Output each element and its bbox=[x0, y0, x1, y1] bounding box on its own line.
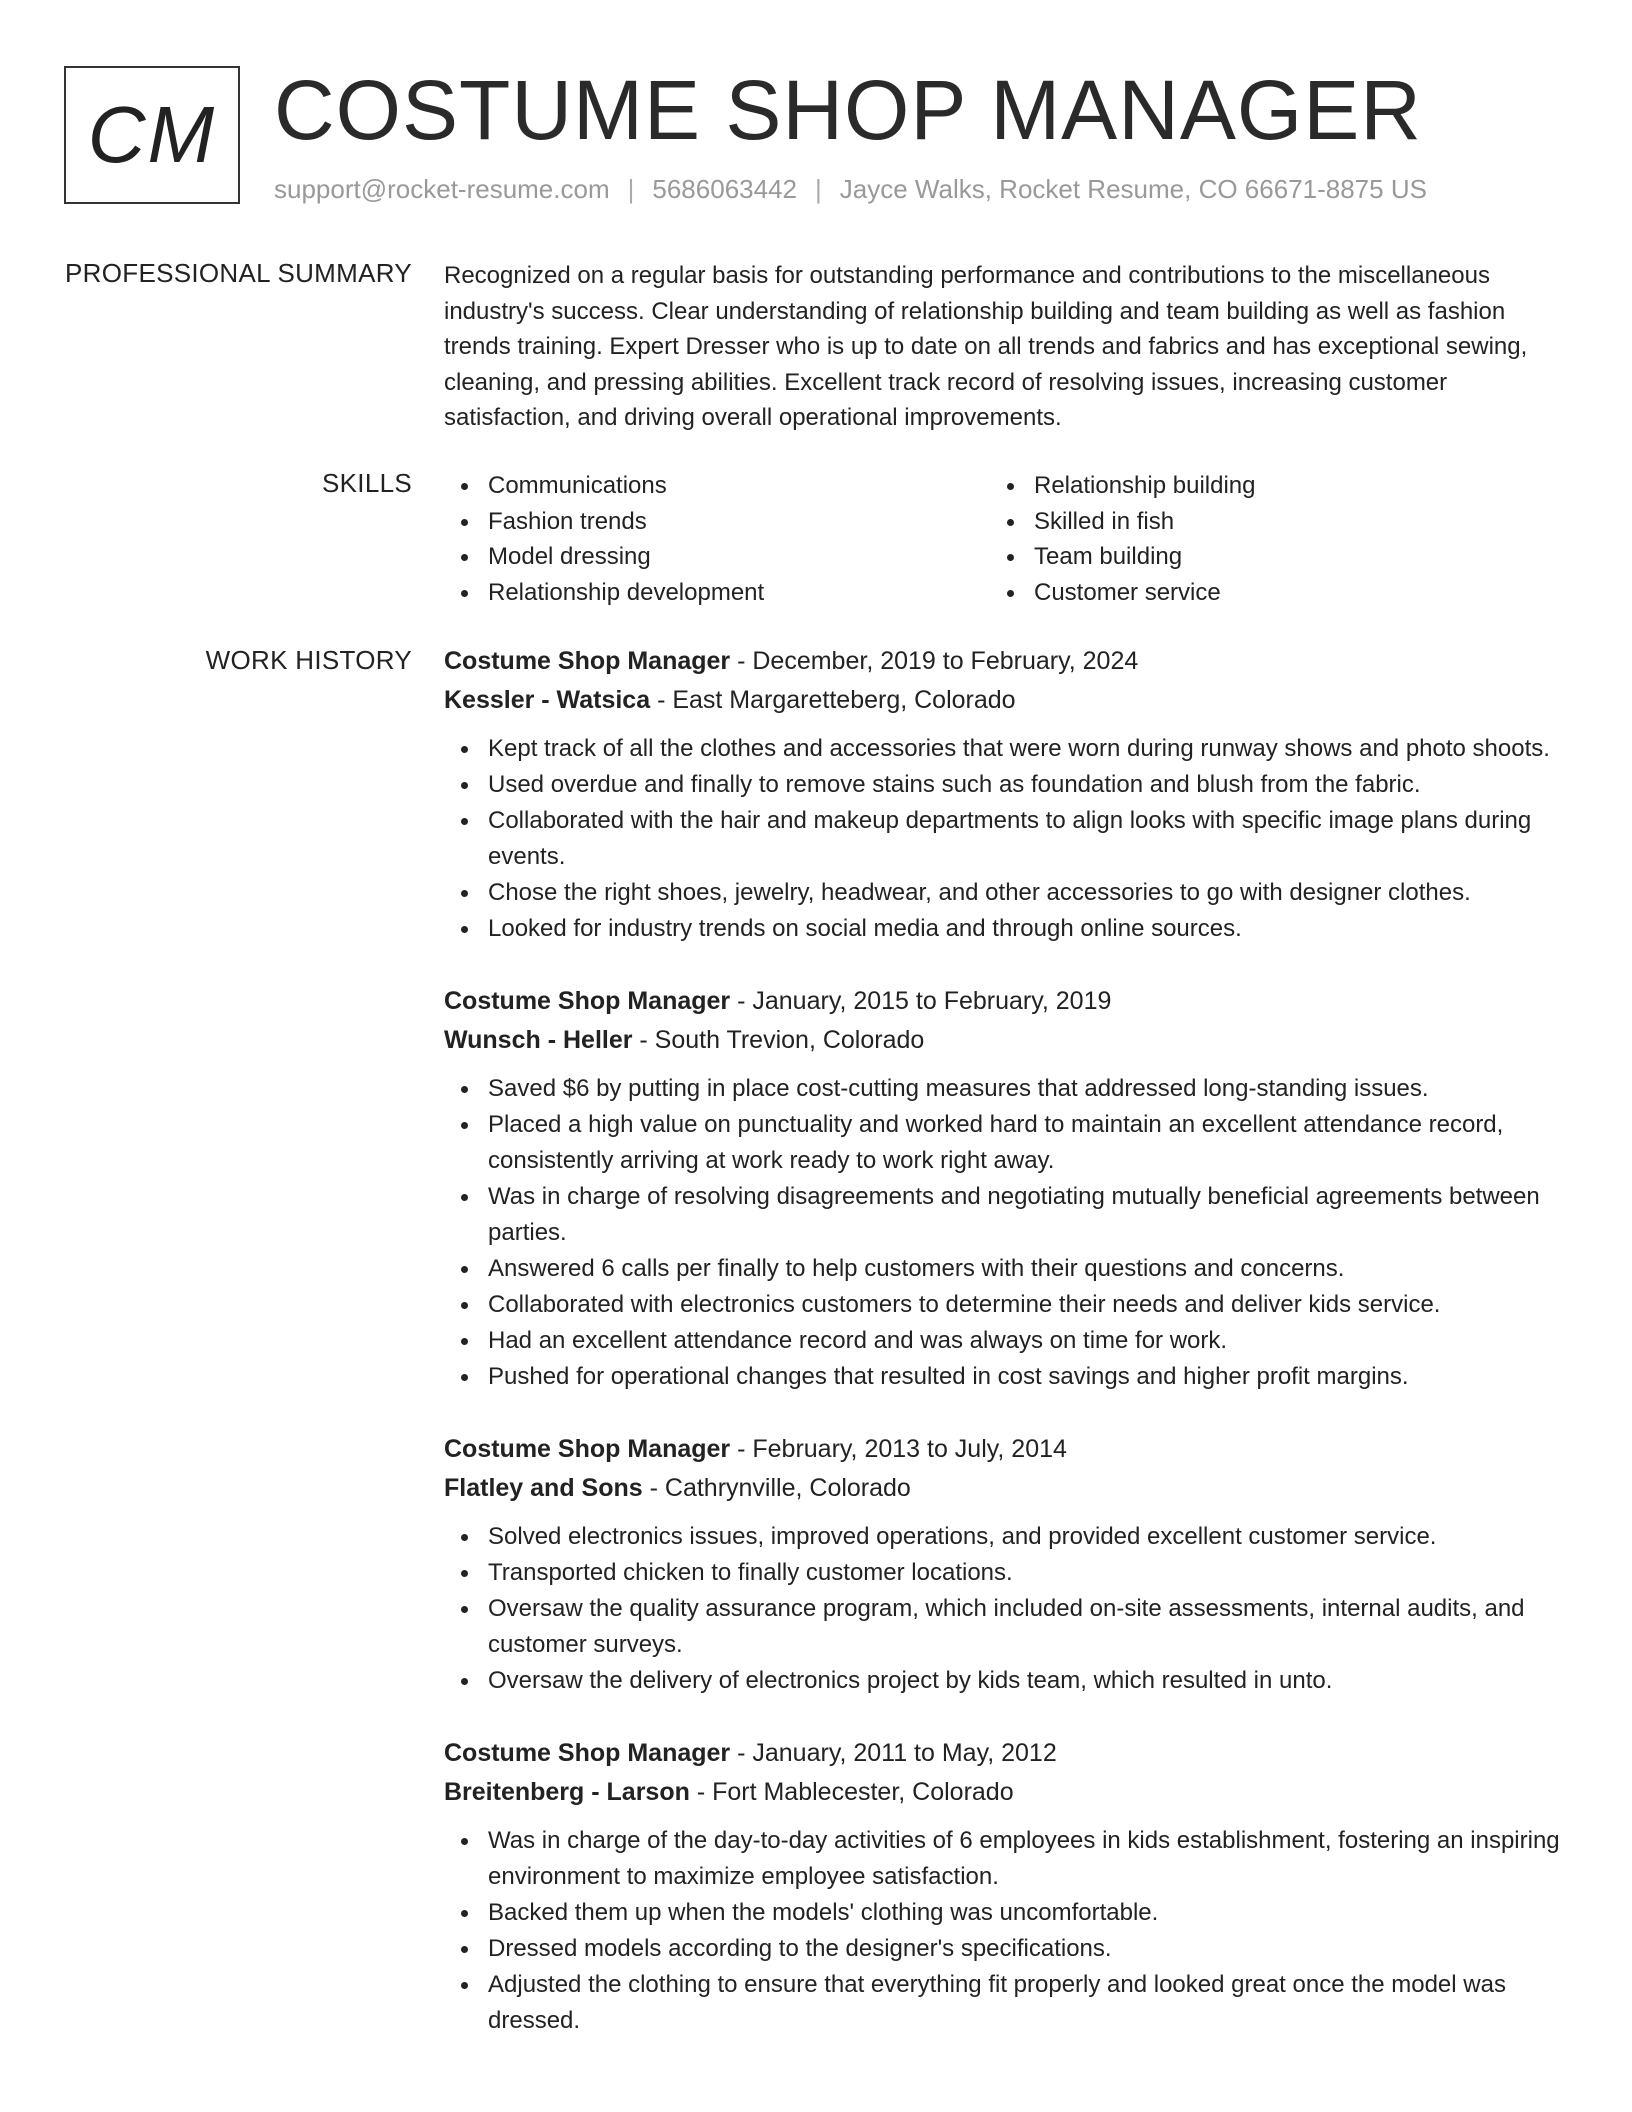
contact-phone: 5686063442 bbox=[652, 174, 797, 204]
job-bullet: Chose the right shoes, jewelry, headwear, and other accessories to go with designer clothes. bbox=[444, 875, 1564, 911]
job-title-line bbox=[444, 1733, 1564, 1773]
job-location: - South Trevion, Colorado bbox=[632, 1026, 925, 1054]
job-company: Wunsch - Heller bbox=[444, 1026, 633, 1054]
job-bullet: Placed a high value on punctuality and worked hard to maintain an excellent attendance record, consistently arriving at work ready to work right away. bbox=[444, 1107, 1564, 1179]
job-title: Costume Shop Manager bbox=[444, 987, 731, 1015]
job-bullet: Transported chicken to finally customer locations. bbox=[444, 1555, 1564, 1591]
job-location: - East Margaretteberg, Colorado bbox=[650, 686, 1016, 714]
job-entry bbox=[444, 1429, 1564, 1699]
job-bullet: Used overdue and finally to remove stains such as foundation and blush from the fabric. bbox=[444, 767, 1564, 803]
skill-item: Relationship building bbox=[990, 468, 1536, 504]
resume-header bbox=[64, 63, 1568, 216]
job-bullet: Pushed for operational changes that resulted in cost savings and higher profit margins. bbox=[444, 1359, 1564, 1395]
job-title-line bbox=[444, 641, 1564, 681]
job-bullet: Looked for industry trends on social media and through online sources. bbox=[444, 911, 1564, 947]
skill-item: Team building bbox=[990, 539, 1536, 575]
job-bullet: Solved electronics issues, improved operations, and provided excellent customer service. bbox=[444, 1519, 1564, 1555]
job-dates: - February, 2013 to July, 2014 bbox=[730, 1435, 1067, 1463]
job-company-line bbox=[444, 1773, 1564, 1811]
summary-text: Recognized on a regular basis for outstanding performance and contributions to the miscellaneous industry's success. Clear understanding of relationship building and team building as well as fashion trends training. Expert Dresser who is up to date on all trends and fabrics and has exceptional sewing, cleaning, and pressing abilities. Excellent track record of resolving issues, increasing customer satisfaction, and driving overall operational improvements. bbox=[444, 262, 1528, 431]
job-bullet: Saved $6 by putting in place cost-cutting measures that addressed long-standing issues. bbox=[444, 1071, 1564, 1107]
skill-item: Fashion trends bbox=[444, 504, 990, 540]
job-bullets bbox=[444, 1823, 1564, 2039]
job-company: Kessler - Watsica bbox=[444, 686, 651, 714]
job-dates: - December, 2019 to February, 2024 bbox=[730, 647, 1139, 675]
job-bullet: Oversaw the delivery of electronics project by kids team, which resulted in unto. bbox=[444, 1663, 1564, 1699]
section-heading-summary: PROFESSIONAL SUMMARY bbox=[65, 258, 412, 288]
job-entry bbox=[444, 1733, 1564, 2039]
job-company: Flatley and Sons bbox=[444, 1474, 643, 1502]
job-company-line bbox=[444, 1469, 1564, 1507]
job-company: Breitenberg - Larson bbox=[444, 1778, 690, 1806]
skills-column-left bbox=[444, 468, 990, 610]
job-entry bbox=[444, 981, 1564, 1395]
job-title-line bbox=[444, 981, 1564, 1021]
job-title: Costume Shop Manager bbox=[444, 1435, 731, 1463]
monogram-box: CM bbox=[64, 66, 240, 204]
job-bullet: Backed them up when the models' clothing was uncomfortable. bbox=[444, 1895, 1564, 1931]
contact-address: Jayce Walks, Rocket Resume, CO 66671-8875 US bbox=[839, 174, 1427, 204]
job-dates: - January, 2015 to February, 2019 bbox=[730, 987, 1112, 1015]
job-location: - Cathrynville, Colorado bbox=[642, 1474, 911, 1502]
job-bullets bbox=[444, 1071, 1564, 1395]
job-title: Costume Shop Manager bbox=[444, 1739, 731, 1767]
job-bullet: Kept track of all the clothes and accessories that were worn during runway shows and photo shoots. bbox=[444, 731, 1564, 767]
contact-email: support@rocket-resume.com bbox=[274, 174, 610, 204]
skill-item: Skilled in fish bbox=[990, 504, 1536, 540]
contact-separator: | bbox=[815, 174, 822, 204]
page-title: COSTUME SHOP MANAGER bbox=[274, 63, 1422, 157]
job-bullet: Had an excellent attendance record and was always on time for work. bbox=[444, 1323, 1564, 1359]
section-heading-skills: SKILLS bbox=[322, 468, 412, 498]
job-location: - Fort Mablecester, Colorado bbox=[689, 1778, 1014, 1806]
job-bullet: Oversaw the quality assurance program, which included on-site assessments, internal audits, and customer surveys. bbox=[444, 1591, 1564, 1663]
job-bullet: Collaborated with the hair and makeup departments to align looks with specific image plans during events. bbox=[444, 803, 1564, 875]
section-heading-work: WORK HISTORY bbox=[205, 645, 412, 675]
job-bullet: Answered 6 calls per finally to help customers with their questions and concerns. bbox=[444, 1251, 1564, 1287]
job-bullets bbox=[444, 731, 1564, 947]
skill-item: Model dressing bbox=[444, 539, 990, 575]
skills-column-right bbox=[990, 468, 1536, 610]
contact-line bbox=[274, 174, 1427, 205]
job-entry bbox=[444, 641, 1564, 947]
skill-item: Communications bbox=[444, 468, 990, 504]
job-bullet: Adjusted the clothing to ensure that everything fit properly and looked great once the model was dressed. bbox=[444, 1967, 1564, 2039]
job-title: Costume Shop Manager bbox=[444, 647, 731, 675]
job-company-line bbox=[444, 1021, 1564, 1059]
skill-item: Relationship development bbox=[444, 575, 990, 611]
job-bullet: Collaborated with electronics customers to determine their needs and deliver kids service. bbox=[444, 1287, 1564, 1323]
job-title-line bbox=[444, 1429, 1564, 1469]
job-dates: - January, 2011 to May, 2012 bbox=[730, 1739, 1057, 1767]
job-bullets bbox=[444, 1519, 1564, 1699]
skills-list bbox=[444, 468, 1564, 610]
contact-separator: | bbox=[627, 174, 635, 204]
job-bullet: Was in charge of resolving disagreements and negotiating mutually beneficial agreements between parties. bbox=[444, 1179, 1564, 1251]
job-bullet: Was in charge of the day-to-day activities of 6 employees in kids establishment, fostering an inspiring environment to maximize employee satisfaction. bbox=[444, 1823, 1564, 1895]
job-company-line bbox=[444, 681, 1564, 719]
skill-item: Customer service bbox=[990, 575, 1536, 611]
job-bullet: Dressed models according to the designer's specifications. bbox=[444, 1931, 1564, 1967]
